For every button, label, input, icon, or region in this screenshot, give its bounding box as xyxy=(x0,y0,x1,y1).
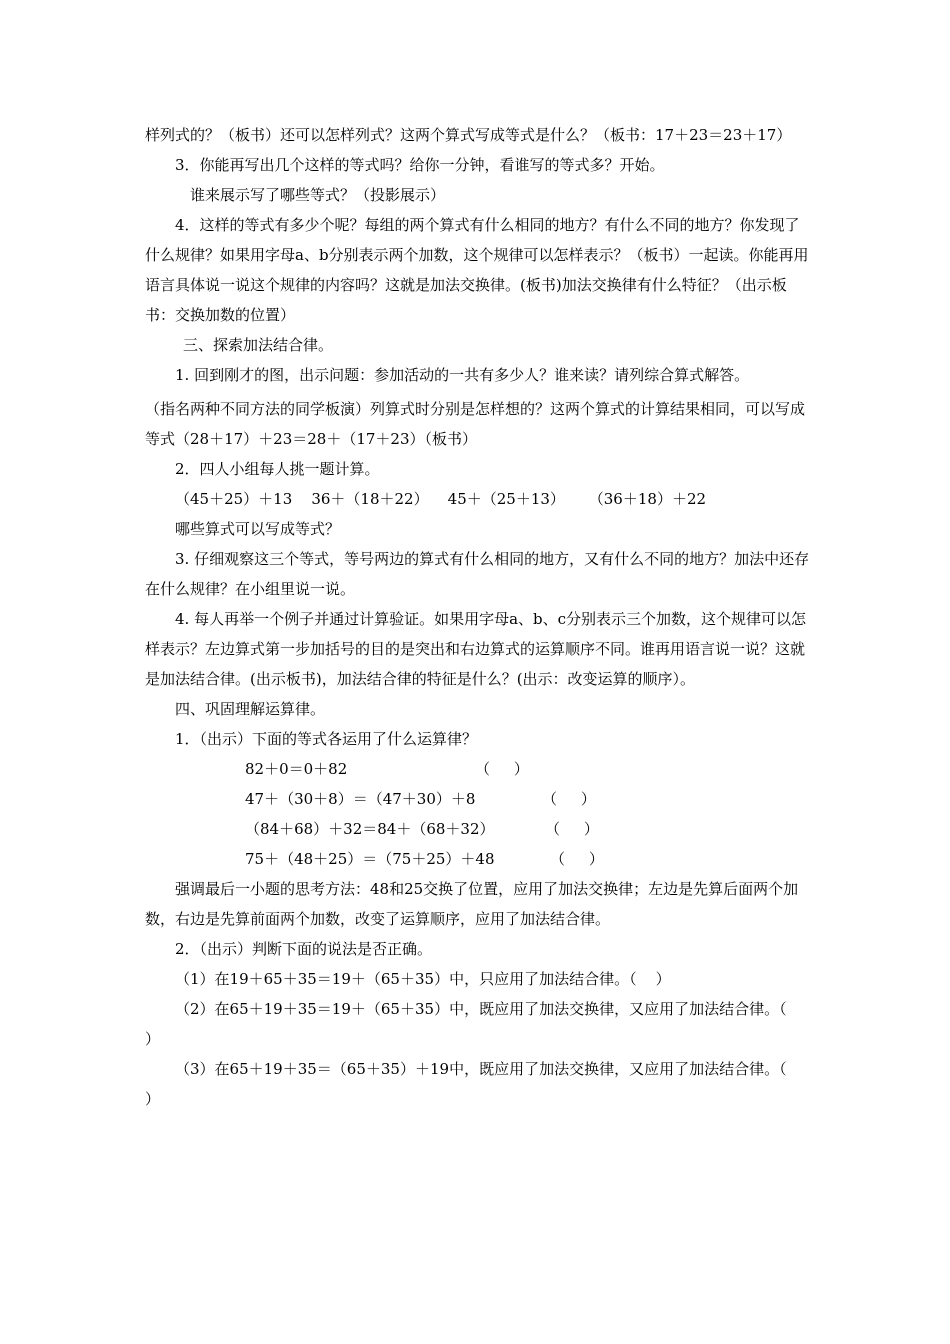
paragraph: 样列式的？（板书）还可以怎样列式？这两个算式写成等式是什么？（板书：17＋23＝23＋17） xyxy=(145,126,792,144)
paragraph: 3. 仔细观察这三个等式，等号两边的算式有什么相同的地方，又有什么不同的地方？加法中还存在什么规律？在小组里说一说。 xyxy=(145,550,810,598)
equation-row xyxy=(245,754,810,784)
paragraph: 3．你能再写出几个这样的等式吗？给你一分钟，看谁写的等式多？开始。 xyxy=(175,156,665,174)
equation-expression: 75＋（48＋25）＝（75＋25）＋48 xyxy=(245,850,495,868)
paragraph: 2．四人小组每人挑一题计算。 xyxy=(175,460,380,478)
equation-expression: 82＋0＝0＋82 xyxy=(245,760,348,778)
judgement-item: （2）在65＋19＋35＝19＋（65＋35）中，既应用了加法交换律，又应用了加法结合律。（ ） xyxy=(145,1000,806,1048)
equation-expression: （84＋68）＋32＝84＋（68＋32） xyxy=(245,820,495,838)
equation-row xyxy=(245,844,810,874)
paragraph: 4. 每人再举一个例子并通过计算验证。如果用字母a、b、c分别表示三个加数，这个规律可以怎样表示？左边算式第一步加括号的目的是突出和右边算式的运算顺序不同。谁再用语言说一说？这就是加法结合律。(出示板书)，加法结合律的特征是什么？(出示：改变运算的顺序）。 xyxy=(145,610,807,688)
document-body xyxy=(145,120,810,1114)
paragraph: 2．（出示）判断下面的说法是否正确。 xyxy=(175,940,433,958)
judgement-item: （3）在65＋19＋35＝（65＋35）＋19中，既应用了加法交换律，又应用了加法结合律。（ ） xyxy=(145,1060,806,1108)
paragraph: 谁来展示写了哪些等式？（投影展示） xyxy=(190,186,446,204)
section-heading: 四、巩固理解运算律。 xyxy=(175,700,326,718)
answer-blank: （ ） xyxy=(475,760,529,778)
answer-blank: （ ） xyxy=(542,790,596,808)
equation-row xyxy=(245,814,810,844)
equation-expression: 47＋（30＋8）＝（47＋30）＋8 xyxy=(245,790,476,808)
answer-blank: （ ） xyxy=(550,850,604,868)
judgement-item: （1）在19＋65＋35＝19＋（65＋35）中，只应用了加法结合律。（ ） xyxy=(175,970,671,988)
section-heading: 三、探索加法结合律。 xyxy=(183,336,334,354)
answer-blank: （ ） xyxy=(545,820,599,838)
paragraph: 哪些算式可以写成等式？ xyxy=(175,520,341,538)
paragraph: 1．（出示）下面的等式各运用了什么运算律？ xyxy=(175,730,478,748)
paragraph: 4．这样的等式有多少个呢？每组的两个算式有什么相同的地方？有什么不同的地方？你发现了什么规律？如果用字母a、b分别表示两个加数，这个规律可以怎样表示？（板书）一起读。你能再用语言具体说一说这个规律的内容吗？这就是加法交换律。(板书)加法交换律有什么特征？（出示板书：交换加数的位置） xyxy=(145,216,809,324)
expression-list: （45＋25）＋13 36＋（18＋22） 45＋（25＋13） （36＋18）＋22 xyxy=(175,490,707,508)
equation-row xyxy=(245,784,810,814)
paragraph: （指名两种不同方法的同学板演）列算式时分别是怎样想的？这两个算式的计算结果相同，可以写成等式（28＋17）＋23＝28＋（17＋23）（板书） xyxy=(145,400,806,448)
paragraph: 1. 回到刚才的图，出示问题：参加活动的一共有多少人？谁来读？请列综合算式解答。 xyxy=(175,366,750,384)
paragraph: 强调最后一小题的思考方法：48和25交换了位置，应用了加法交换律；左边是先算后面两个加数，右边是先算前面两个加数，改变了运算顺序，应用了加法结合律。 xyxy=(145,880,799,928)
